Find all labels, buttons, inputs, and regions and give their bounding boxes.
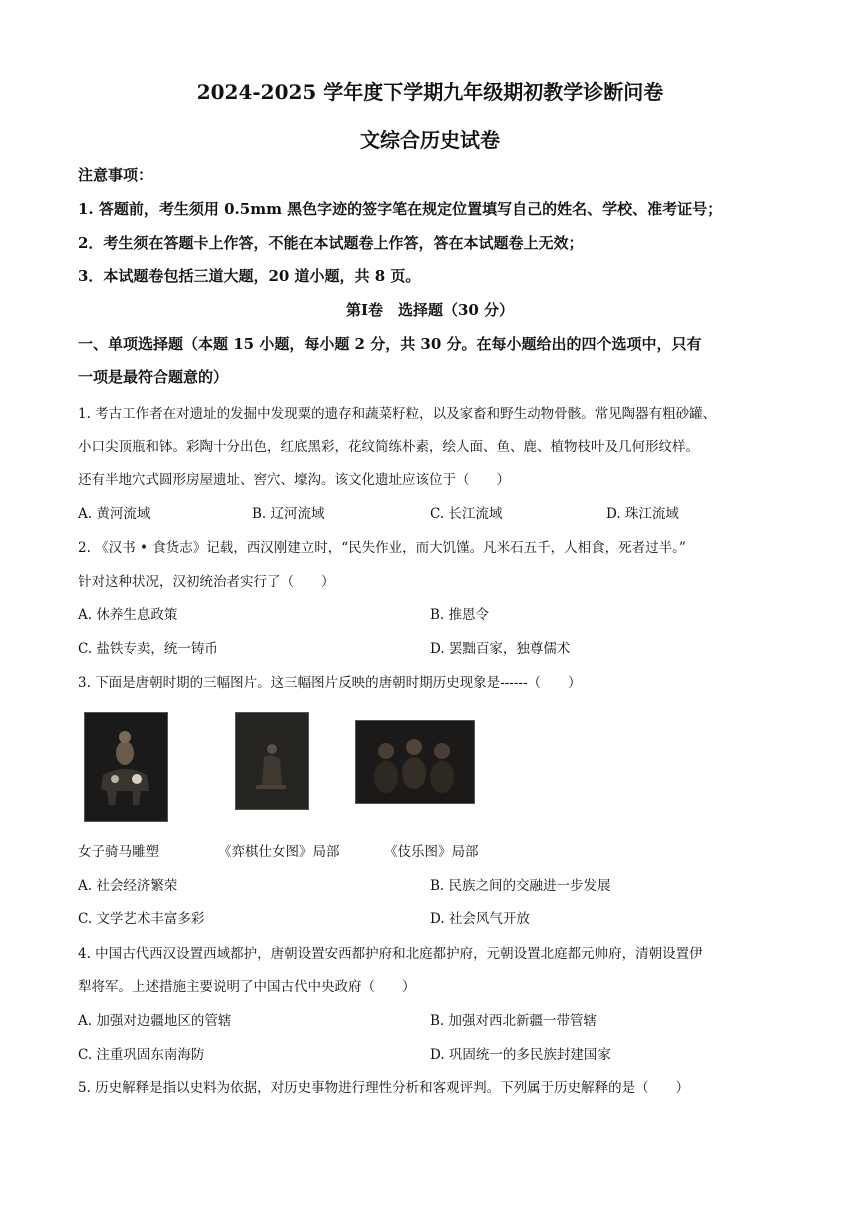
section-instruction: 一、单项选择题（本题 15 小题，每小题 2 分，共 30 分。在每小题给出的四个选项中，只有: [78, 335, 702, 353]
question-1-text: 还有半地穴式圆形房屋遗址、窖穴、壕沟。该文化遗址应该位于（ ）: [78, 472, 510, 488]
notice-item: 1. 答题前，考生须用 0.5mm 黑色字迹的签字笔在规定位置填写自己的姓名、学校、准考证号；: [78, 200, 723, 218]
notice-item: 2．考生须在答题卡上作答，不能在本试题卷上作答，答在本试题卷上无效；: [78, 234, 584, 252]
exam-subtitle: 文综合历史试卷: [360, 128, 500, 152]
question-1-text: 小口尖顶瓶和钵。彩陶十分出色，红底黑彩，花纹简练朴素，绘人面、鱼、鹿、植物枝叶及几何形纹样。: [78, 439, 699, 455]
female-horse-rider-sculpture-image: [84, 712, 168, 822]
option-d[interactable]: D. 社会风气开放: [430, 911, 530, 927]
option-c[interactable]: C. 长江流域: [430, 506, 503, 522]
option-b[interactable]: B. 民族之间的交融进一步发展: [430, 878, 611, 894]
option-b[interactable]: B. 加强对西北新疆一带管辖: [430, 1013, 598, 1029]
question-2-text: 针对这种状况，汉初统治者实行了（ ）: [78, 574, 335, 590]
option-a[interactable]: A. 加强对边疆地区的管辖: [78, 1013, 232, 1029]
option-c[interactable]: C. 文学艺术丰富多彩: [78, 911, 205, 927]
question-4-text: 犁将军。上述措施主要说明了中国古代中央政府（ ）: [78, 979, 416, 995]
question-1-text: 1. 考古工作者在对遗址的发掘中发现粟的遗存和蔬菜籽粒，以及家畜和野生动物骨骸。常见陶器有粗砂罐、: [78, 406, 717, 422]
option-a[interactable]: A. 黄河流域: [78, 506, 151, 522]
option-b[interactable]: B. 辽河流域: [252, 506, 325, 522]
musicians-painting-image: [355, 720, 475, 804]
horse-rider-figure: [85, 713, 167, 821]
option-a[interactable]: A. 社会经济繁荣: [78, 878, 178, 894]
exam-title: 2024-2025 学年度下学期九年级期初教学诊断问卷: [196, 80, 664, 104]
question-5-text: 5. 历史解释是指以史料为依据，对历史事物进行理性分析和客观评判。下列属于历史解释的是（ ）: [78, 1080, 690, 1096]
option-b[interactable]: B. 推恩令: [430, 607, 490, 623]
notice-heading: 注意事项：: [78, 166, 154, 184]
image-caption: 《伎乐图》局部: [384, 844, 479, 860]
option-a[interactable]: A. 休养生息政策: [78, 607, 178, 623]
image-caption: 女子骑马雕塑: [78, 844, 159, 860]
option-d[interactable]: D. 巩固统一的多民族封建国家: [430, 1047, 611, 1063]
weiqi-lady-painting-image: [235, 712, 309, 810]
option-c[interactable]: C. 注重巩固东南海防: [78, 1047, 205, 1063]
section-instruction: 一项是最符合题意的）: [78, 368, 229, 386]
image-caption: 《弈棋仕女图》局部: [218, 844, 340, 860]
question-3-text: 3. 下面是唐朝时期的三幅图片。这三幅图片反映的唐朝时期历史现象是------（ ）: [78, 675, 582, 691]
lady-figure: [236, 713, 308, 809]
option-d[interactable]: D. 罢黜百家，独尊儒术: [430, 641, 571, 657]
section-title: 第Ⅰ卷 选择题（30 分）: [345, 301, 515, 319]
notice-item: 3．本试题卷包括三道大题，20 道小题，共 8 页。: [78, 267, 421, 285]
option-c[interactable]: C. 盐铁专卖，统一铸币: [78, 641, 218, 657]
option-d[interactable]: D. 珠江流域: [606, 506, 679, 522]
question-2-text: 2. 《汉书 • 食货志》记载，西汉刚建立时，“民失作业，而大饥馑。凡米石五千，人相食，死者过半。”: [78, 540, 686, 556]
question-4-text: 4. 中国古代西汉设置西域都护，唐朝设置安西都护府和北庭都护府，元朝设置北庭都元帅府，清朝设置伊: [78, 946, 703, 962]
musicians-figures: [356, 721, 474, 803]
